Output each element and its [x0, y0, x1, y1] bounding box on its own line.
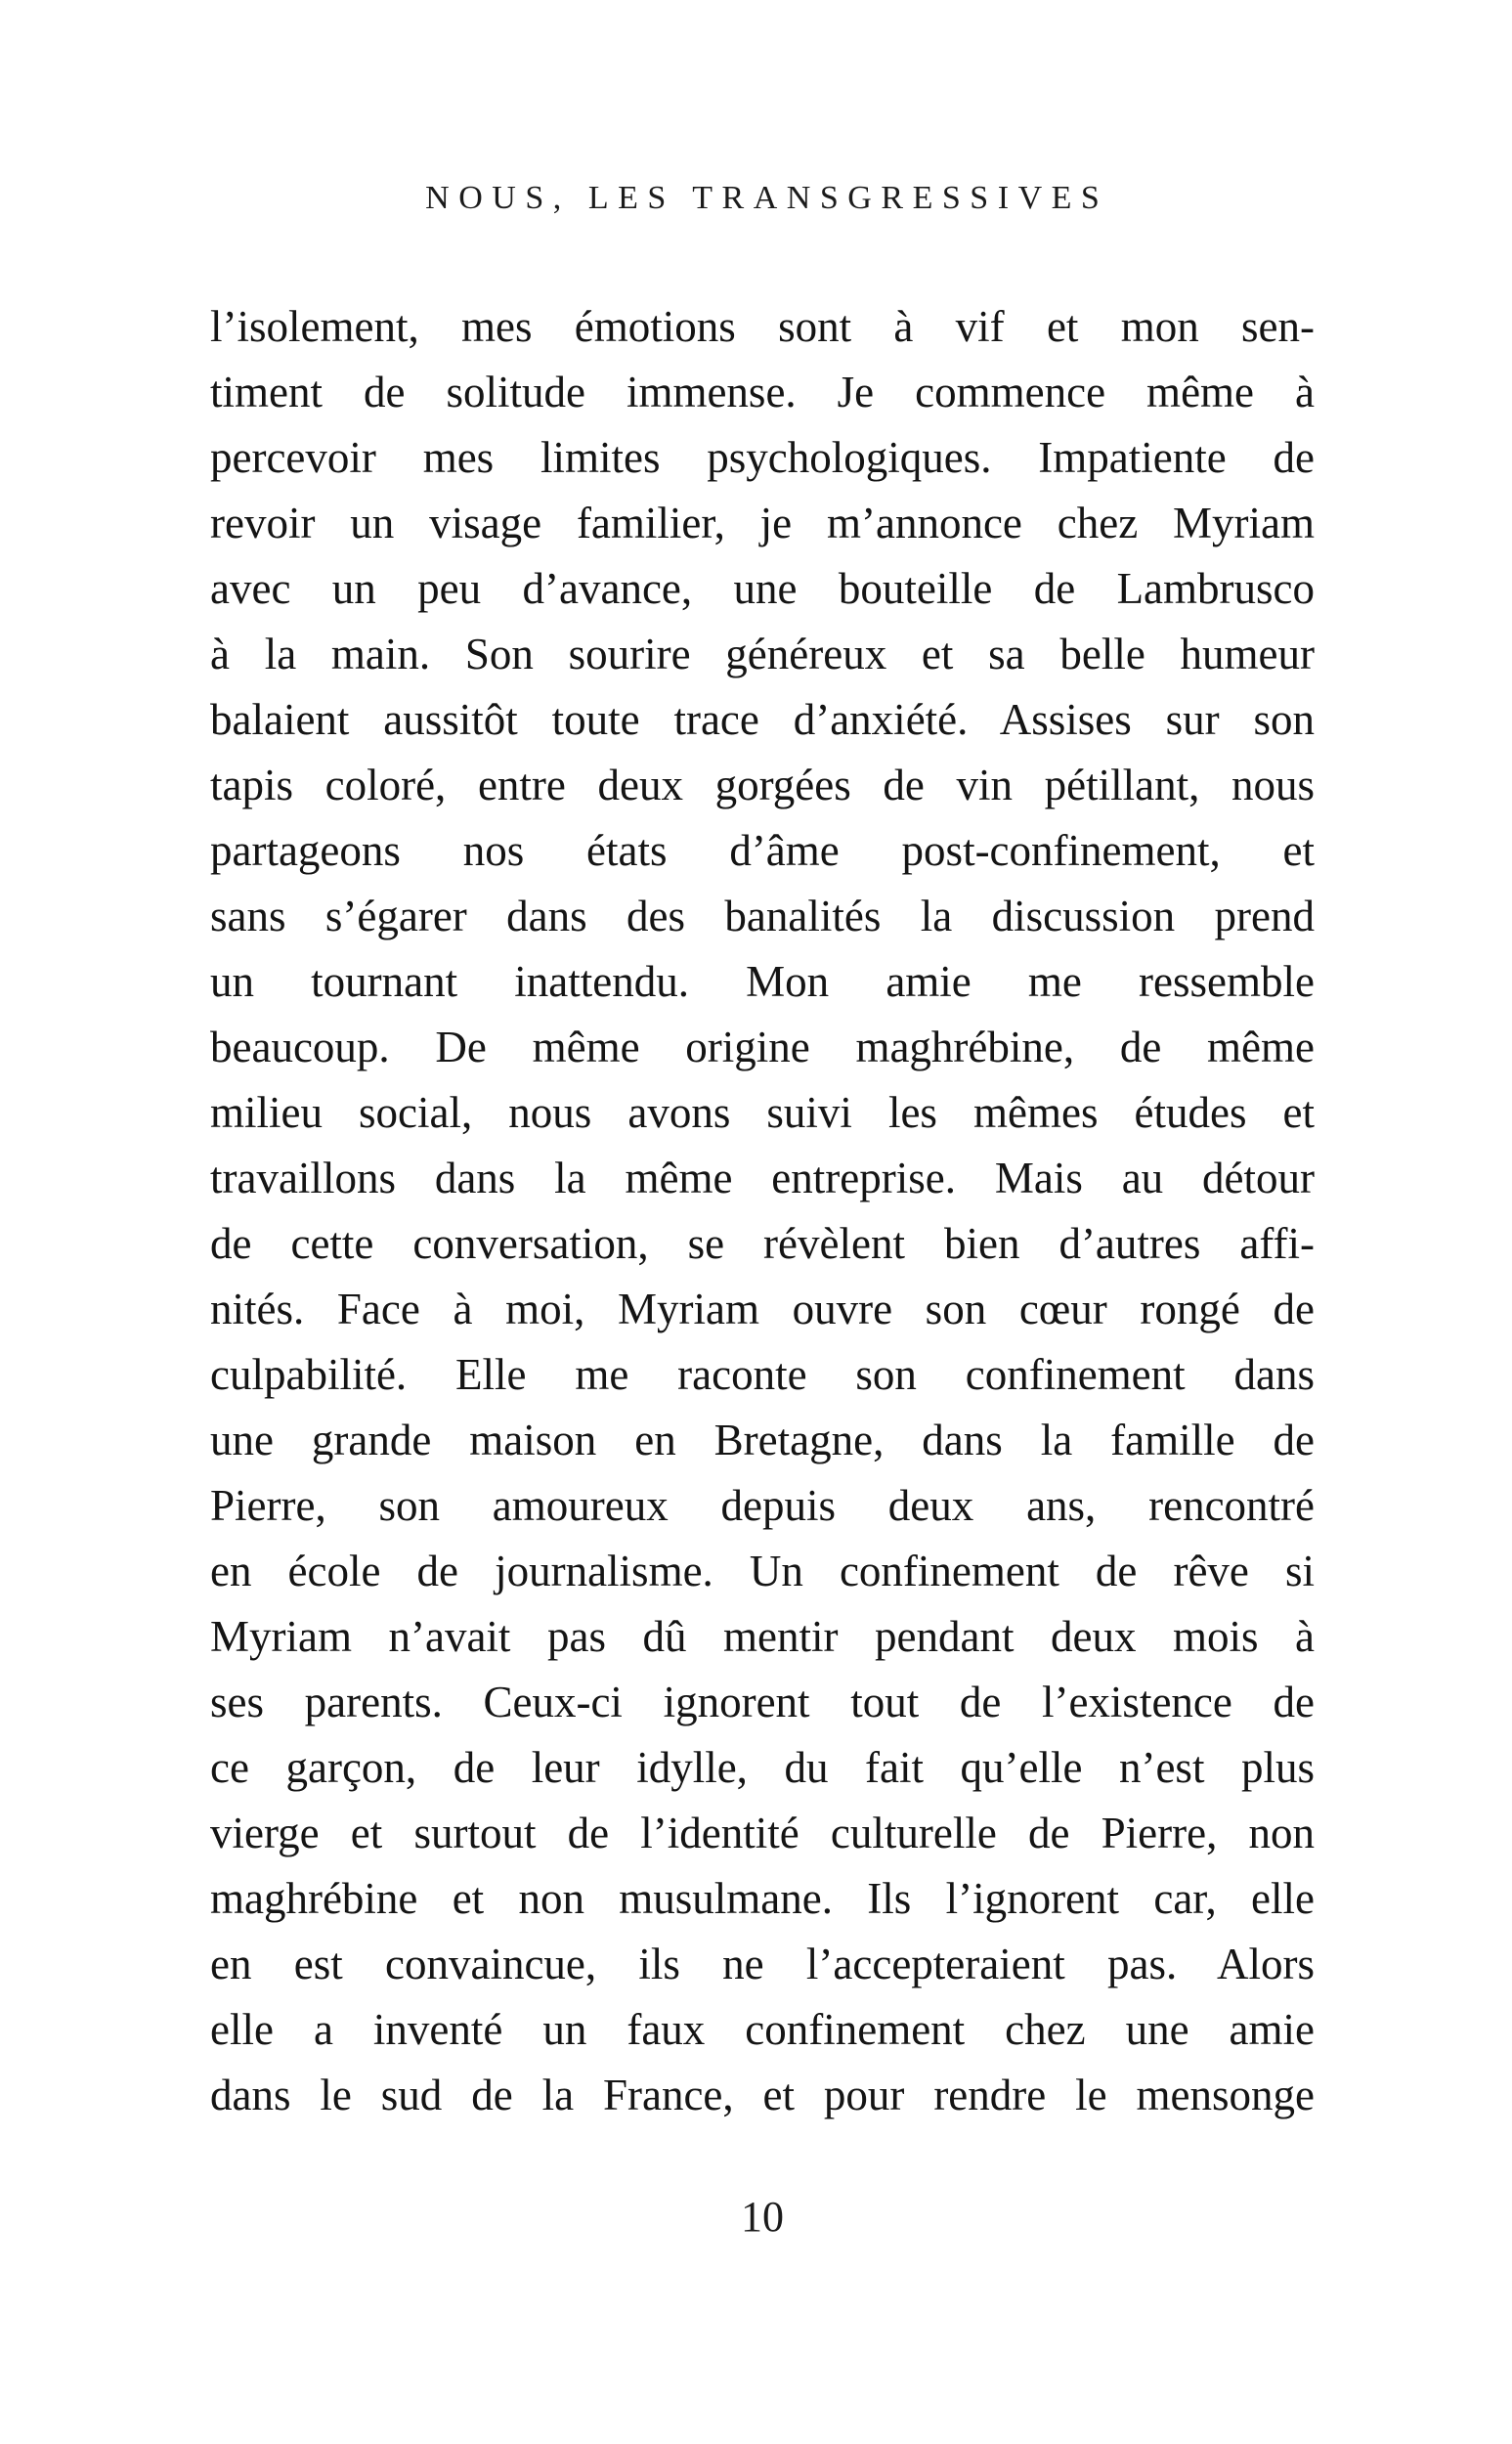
running-header: NOUS, LES TRANSGRESSIVES — [425, 180, 1109, 216]
text-line: ce garçon, de leur idylle, du fait qu’elle n’est plus — [210, 1743, 1315, 1792]
text-line: une grande maison en Bretagne, dans la famille de — [210, 1416, 1315, 1464]
text-line: un tournant inattendu. Mon amie me ressemble — [210, 957, 1315, 1006]
text-line: balaient aussitôt toute trace d’anxiété. Assises sur son — [210, 695, 1315, 744]
text-line: vierge et surtout de l’identité culturelle de Pierre, non — [210, 1809, 1315, 1857]
page-number: 10 — [741, 2193, 784, 2241]
text-line: travaillons dans la même entreprise. Mais au détour — [210, 1154, 1315, 1202]
text-line: tapis coloré, entre deux gorgées de vin pétillant, nous — [210, 761, 1315, 809]
text-line: de cette conversation, se révèlent bien d’autres affi- — [210, 1219, 1315, 1268]
text-line: avec un peu d’avance, une bouteille de Lambrusco — [210, 564, 1315, 613]
text-line: maghrébine et non musulmane. Ils l’ignorent car, elle — [210, 1874, 1315, 1923]
text-line: Myriam n’avait pas dû mentir pendant deux mois à — [210, 1612, 1315, 1661]
text-line: milieu social, nous avons suivi les mêmes études et — [210, 1088, 1315, 1137]
text-line: à la main. Son sourire généreux et sa belle humeur — [210, 630, 1315, 678]
text-line: partageons nos états d’âme post-confinement, et — [210, 826, 1315, 875]
text-line: Pierre, son amoureux depuis deux ans, rencontré — [210, 1481, 1315, 1530]
text-line: l’isolement, mes émotions sont à vif et mon sen- — [210, 302, 1315, 351]
text-line: sans s’égarer dans des banalités la discussion prend — [210, 892, 1315, 940]
text-line: culpabilité. Elle me raconte son confinement dans — [210, 1350, 1315, 1399]
text-line: timent de solitude immense. Je commence même à — [210, 368, 1315, 416]
text-line: en école de journalisme. Un confinement de rêve si — [210, 1547, 1315, 1595]
text-line: ses parents. Ceux-ci ignorent tout de l’existence de — [210, 1678, 1315, 1726]
text-line: beaucoup. De même origine maghrébine, de même — [210, 1023, 1315, 1071]
text-line: percevoir mes limites psychologiques. Impatiente de — [210, 433, 1315, 482]
body-text-block — [210, 294, 1315, 2128]
text-line: nités. Face à moi, Myriam ouvre son cœur rongé de — [210, 1285, 1315, 1333]
text-line: revoir un visage familier, je m’annonce chez Myriam — [210, 499, 1315, 547]
text-line: elle a inventé un faux confinement chez une amie — [210, 2005, 1315, 2054]
text-line: dans le sud de la France, et pour rendre le mensonge — [210, 2071, 1315, 2119]
text-line: en est convaincue, ils ne l’accepteraient pas. Alors — [210, 1940, 1315, 1988]
